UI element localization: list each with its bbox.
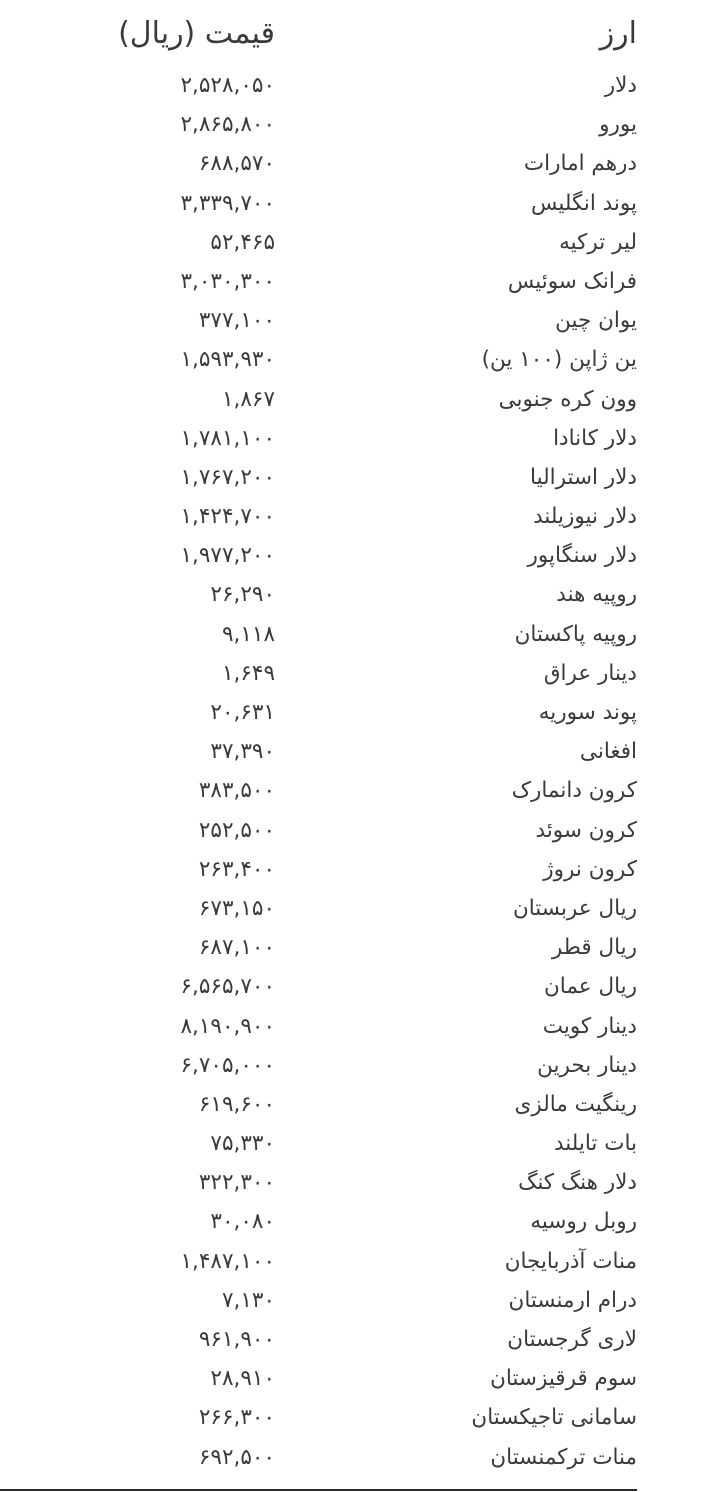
currency-name: درهم امارات bbox=[523, 151, 637, 177]
table-row bbox=[0, 1010, 707, 1049]
currency-price: ۲۶,۲۹۰ bbox=[210, 582, 275, 608]
currency-name: دلار نیوزیلند bbox=[533, 504, 637, 530]
currency-name: منات ترکمنستان bbox=[490, 1444, 637, 1470]
currency-price: ۶۹۲,۵۰۰ bbox=[198, 1444, 275, 1470]
currency-price: ۶۷۳,۱۵۰ bbox=[198, 895, 275, 921]
currency-price: ۶۸۸,۵۷۰ bbox=[198, 151, 275, 177]
currency-price: ۱,۹۷۷,۲۰۰ bbox=[180, 543, 275, 569]
currency-name: ریال عربستان bbox=[512, 895, 637, 921]
currency-price: ۱,۴۸۷,۱۰۰ bbox=[180, 1248, 275, 1274]
table-row bbox=[0, 422, 707, 461]
currency-price: ۹۶۱,۹۰۰ bbox=[198, 1327, 275, 1352]
currency-price: ۸,۱۹۰,۹۰۰ bbox=[180, 1013, 275, 1039]
currency-price: ۹,۱۱۸ bbox=[221, 621, 275, 647]
table-row bbox=[0, 814, 707, 853]
price-column-header: قیمت (ریال) bbox=[118, 16, 275, 51]
currency-price: ۱,۷۶۷,۲۰۰ bbox=[180, 464, 275, 490]
currency-name: کرون نروژ bbox=[543, 856, 637, 882]
currency-name: دینار بحرین bbox=[537, 1052, 637, 1078]
currency-price: ۲,۵۲۸,۰۵۰ bbox=[180, 73, 275, 98]
currency-name: یوان چین bbox=[555, 308, 637, 334]
currency-name: دلار bbox=[604, 73, 637, 98]
currency-name: لاری گرجستان bbox=[507, 1327, 637, 1352]
currency-name: دلار سنگاپور bbox=[527, 543, 637, 569]
currency-name: ریال قطر bbox=[551, 935, 637, 961]
table-row bbox=[0, 1401, 707, 1440]
table-row bbox=[0, 1166, 707, 1205]
table-row bbox=[0, 1284, 707, 1323]
currency-price: ۶,۷۰۵,۰۰۰ bbox=[180, 1052, 275, 1078]
currency-price: ۱,۴۲۴,۷۰۰ bbox=[180, 504, 275, 530]
table-header bbox=[0, 10, 707, 62]
currency-price: ۱,۵۹۳,۹۳۰ bbox=[180, 347, 275, 373]
table-row bbox=[0, 69, 707, 108]
table-row bbox=[0, 892, 707, 931]
table-row bbox=[0, 265, 707, 304]
table-row bbox=[0, 147, 707, 186]
currency-price: ۳,۳۳۹,۷۰۰ bbox=[180, 190, 275, 216]
currency-price: ۳۲۲,۳۰۰ bbox=[198, 1170, 275, 1196]
table-row bbox=[0, 735, 707, 774]
currency-price: ۲۸,۹۱۰ bbox=[210, 1366, 275, 1392]
currency-name: ین ژاپن (۱۰۰ ین) bbox=[481, 347, 637, 373]
currency-name: روپیه هند bbox=[556, 582, 637, 608]
currency-price: ۷,۱۳۰ bbox=[221, 1287, 275, 1313]
currency-price: ۶۱۹,۶۰۰ bbox=[198, 1091, 275, 1117]
currency-price: ۵۲,۴۶۵ bbox=[210, 229, 275, 255]
currency-price: ۷۵,۳۳۰ bbox=[210, 1131, 275, 1157]
currency-name: روبل روسیه bbox=[530, 1209, 637, 1235]
currency-name: دلار کانادا bbox=[553, 425, 637, 451]
currency-price: ۲۶۶,۳۰۰ bbox=[198, 1405, 275, 1431]
currency-name: سامانی تاجیکستان bbox=[471, 1405, 637, 1431]
currency-price: ۲۶۳,۴۰۰ bbox=[198, 856, 275, 882]
currency-price: ۱,۶۴۹ bbox=[221, 660, 275, 686]
currency-price: ۳۷۷,۱۰۰ bbox=[198, 308, 275, 334]
table-row bbox=[0, 1245, 707, 1284]
currency-price: ۱,۸۶۷ bbox=[221, 386, 275, 412]
table-row bbox=[0, 1088, 707, 1127]
currency-price: ۲۵۲,۵۰۰ bbox=[198, 817, 275, 843]
table-row bbox=[0, 304, 707, 343]
table-row bbox=[0, 657, 707, 696]
table-row bbox=[0, 853, 707, 892]
table-row bbox=[0, 461, 707, 500]
currency-name: پوند سوریه bbox=[538, 700, 637, 725]
currency-price: ۶,۵۶۵,۷۰۰ bbox=[180, 974, 275, 1000]
table-row bbox=[0, 931, 707, 970]
currency-name: ریال عمان bbox=[544, 974, 637, 1000]
currency-name: سوم قرقیزستان bbox=[490, 1366, 637, 1392]
table-bottom-divider bbox=[0, 1489, 637, 1491]
currency-price: ۲۰,۶۳۱ bbox=[210, 700, 275, 725]
currency-price: ۱,۷۸۱,۱۰۰ bbox=[180, 425, 275, 451]
currency-name: کرون سوئد bbox=[535, 817, 637, 843]
table-row bbox=[0, 618, 707, 657]
currency-price: ۶۸۷,۱۰۰ bbox=[198, 935, 275, 961]
table-row bbox=[0, 774, 707, 813]
currency-name: منات آذربایجان bbox=[504, 1248, 637, 1274]
table-row bbox=[0, 383, 707, 422]
currency-column-header: ارز bbox=[599, 16, 637, 51]
currency-name: دینار کویت bbox=[542, 1013, 637, 1039]
currency-name: روپیه پاکستان bbox=[514, 621, 637, 647]
currency-name: فرانک سوئیس bbox=[507, 268, 637, 294]
currency-name: افغانی bbox=[579, 739, 637, 765]
table-row bbox=[0, 1049, 707, 1088]
currency-name: کرون دانمارک bbox=[511, 778, 637, 804]
table-row bbox=[0, 1205, 707, 1244]
table-row bbox=[0, 187, 707, 226]
currency-price: ۳۸۳,۵۰۰ bbox=[198, 778, 275, 804]
currency-name: دلار هنگ کنگ bbox=[518, 1170, 637, 1196]
currency-price: ۳۷,۳۹۰ bbox=[210, 739, 275, 765]
currency-name: یورو bbox=[599, 112, 637, 138]
currency-name: رینگیت مالزی bbox=[514, 1091, 637, 1117]
table-row bbox=[0, 343, 707, 382]
currency-name: لیر ترکیه bbox=[559, 229, 637, 255]
currency-price: ۳,۰۳۰,۳۰۰ bbox=[180, 268, 275, 294]
currency-price: ۳۰,۰۸۰ bbox=[210, 1209, 275, 1235]
currency-price: ۲,۸۶۵,۸۰۰ bbox=[180, 112, 275, 138]
currency-name: بات تایلند bbox=[553, 1131, 637, 1157]
currency-name: دلار استرالیا bbox=[530, 464, 637, 490]
currency-name: پوند انگلیس bbox=[530, 190, 637, 216]
table-row bbox=[0, 696, 707, 735]
table-row bbox=[0, 226, 707, 265]
currency-table bbox=[0, 69, 707, 1480]
table-row bbox=[0, 500, 707, 539]
table-row bbox=[0, 578, 707, 617]
table-row bbox=[0, 108, 707, 147]
table-row bbox=[0, 1362, 707, 1401]
currency-name: درام ارمنستان bbox=[508, 1287, 637, 1313]
currency-name: دینار عراق bbox=[543, 660, 637, 686]
table-row bbox=[0, 1323, 707, 1362]
table-row bbox=[0, 1441, 707, 1480]
table-row bbox=[0, 539, 707, 578]
currency-name: وون کره جنوبی bbox=[498, 386, 637, 412]
table-row bbox=[0, 970, 707, 1009]
table-row bbox=[0, 1127, 707, 1166]
